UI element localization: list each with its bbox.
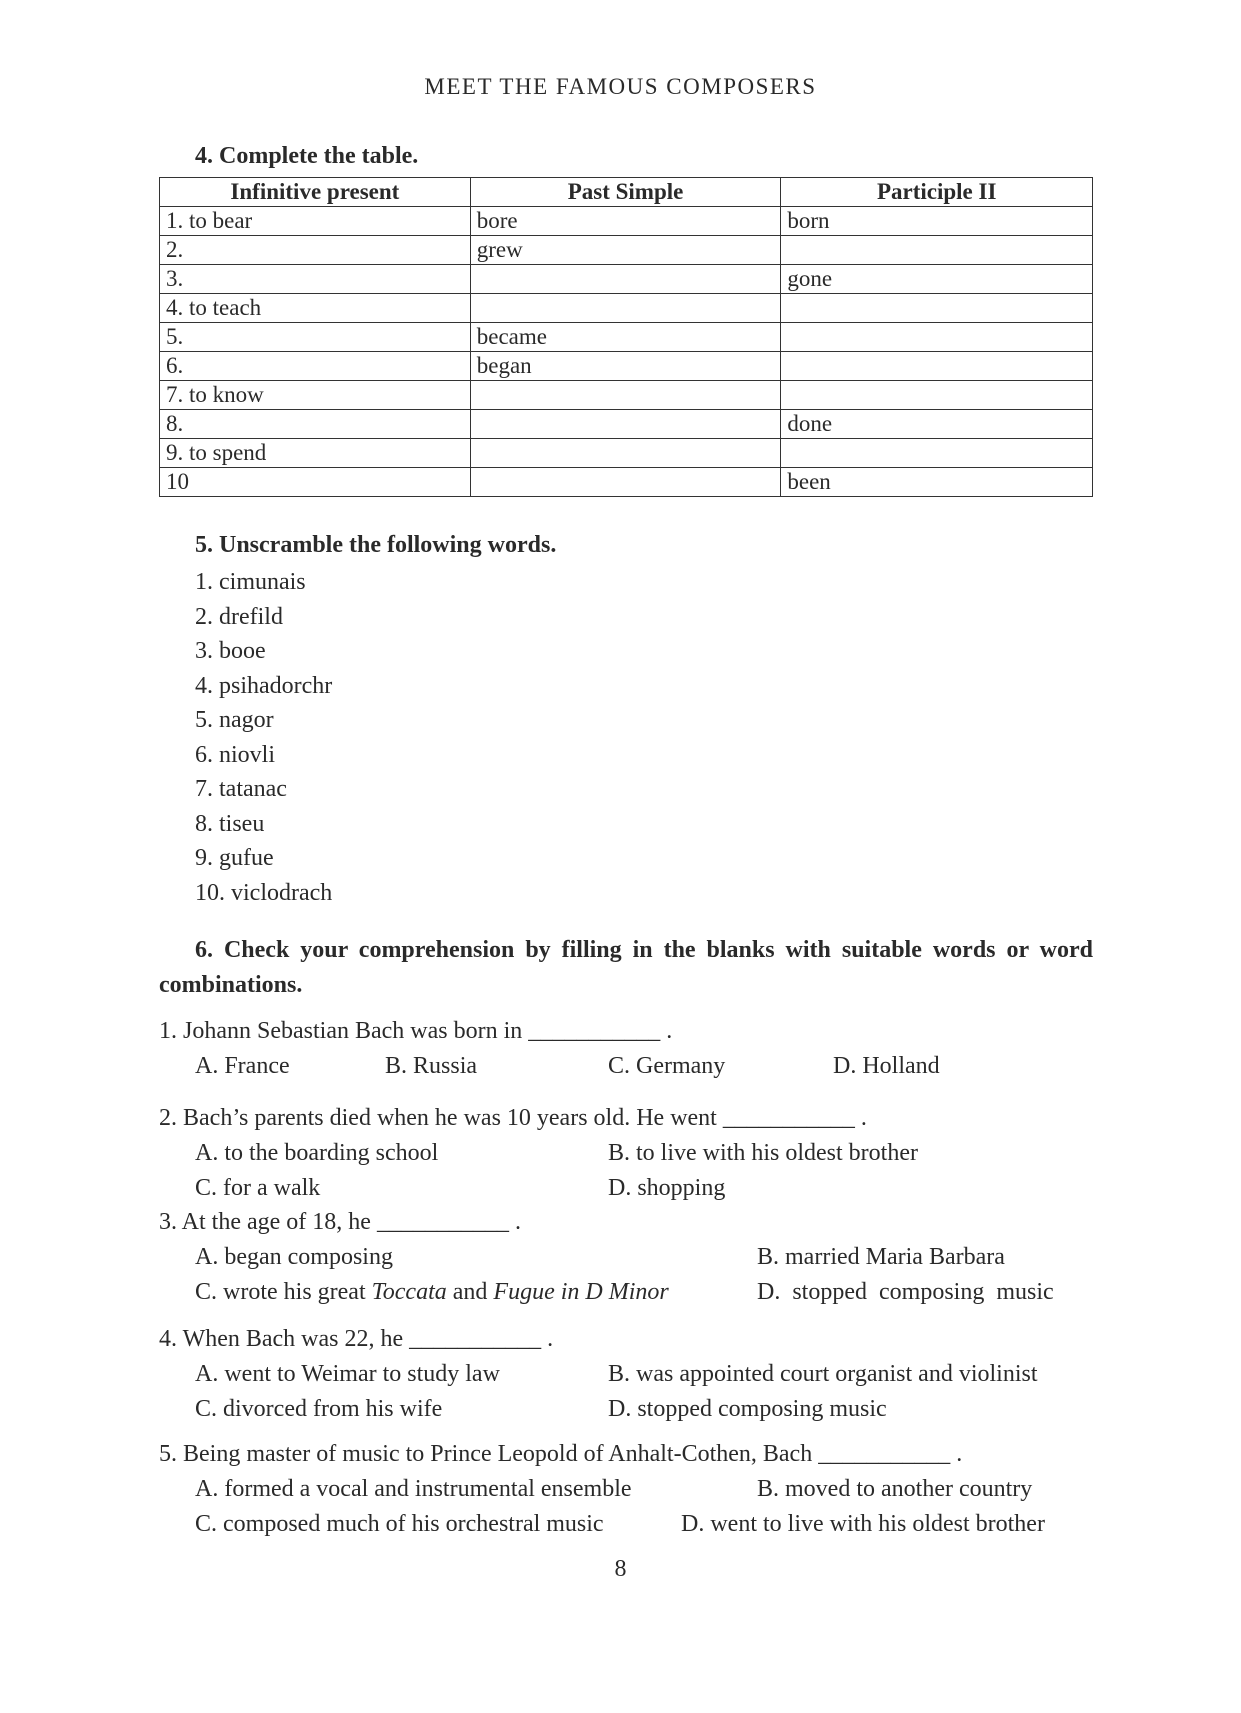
question-stem: 3. At the age of 18, he ___________ . bbox=[159, 1209, 521, 1235]
table-cell bbox=[470, 381, 781, 410]
table-cell: 8. bbox=[160, 410, 471, 439]
list-item: 7. tatanac bbox=[195, 776, 287, 802]
fugue-title: Fugue in D Minor bbox=[493, 1279, 669, 1305]
list-item: 9. gufue bbox=[195, 845, 274, 871]
table-cell bbox=[781, 352, 1093, 381]
table-cell: 1. to bear bbox=[160, 207, 471, 236]
option-a: A. to the boarding school bbox=[195, 1140, 439, 1166]
option-b: B. was appointed court organist and violinist bbox=[608, 1361, 1038, 1387]
toccata-title: Toccata bbox=[371, 1279, 447, 1305]
option-c-conjunction: and bbox=[446, 1279, 494, 1305]
question-stem: 2. Bach’s parents died when he was 10 years old. He went ___________ . bbox=[159, 1105, 867, 1131]
option-a: A. went to Weimar to study law bbox=[195, 1361, 500, 1387]
table-cell: became bbox=[470, 323, 781, 352]
option-c bbox=[195, 1275, 669, 1310]
page-number: 8 bbox=[614, 1556, 627, 1582]
table-row bbox=[160, 381, 1093, 410]
list-item: 10. viclodrach bbox=[195, 879, 333, 906]
table-cell bbox=[470, 468, 781, 497]
question-stem: 4. When Bach was 22, he ___________ . bbox=[159, 1326, 554, 1352]
scrambled-word-list bbox=[195, 565, 332, 910]
table-cell: 10 bbox=[160, 468, 471, 497]
option-b: B. married Maria Barbara bbox=[757, 1244, 1005, 1270]
option-a: A. formed a vocal and instrumental ensemble bbox=[195, 1476, 632, 1502]
table-row bbox=[160, 352, 1093, 381]
table-row bbox=[160, 468, 1093, 497]
option-d: D. stopped composing music bbox=[608, 1396, 887, 1422]
option-c-text: C. wrote his great bbox=[195, 1279, 372, 1305]
list-item: 4. psihadorchr bbox=[195, 672, 333, 699]
option-a: A. began composing bbox=[195, 1244, 393, 1270]
option-a: A. France bbox=[195, 1053, 290, 1079]
table-cell: bore bbox=[470, 207, 781, 236]
task4-title: 4. Complete the table. bbox=[195, 143, 419, 169]
question-stem: 1. Johann Sebastian Bach was born in ___________ . bbox=[159, 1018, 673, 1044]
option-b: B. to live with his oldest brother bbox=[608, 1140, 918, 1166]
table-cell: gone bbox=[781, 265, 1093, 294]
option-d: D. shopping bbox=[608, 1175, 726, 1201]
table-header-row bbox=[160, 178, 1093, 207]
option-c: C. composed much of his orchestral music bbox=[195, 1511, 604, 1537]
table-row bbox=[160, 236, 1093, 265]
question-4 bbox=[159, 1322, 1093, 1422]
table-cell: born bbox=[781, 207, 1093, 236]
table-cell bbox=[781, 294, 1093, 323]
option-c: C. Germany bbox=[608, 1053, 726, 1079]
table-row bbox=[160, 439, 1093, 468]
table-cell: 4. to teach bbox=[160, 294, 471, 323]
question-1 bbox=[159, 1014, 1093, 1079]
task5-title: 5. Unscramble the following words. bbox=[195, 532, 557, 558]
verb-forms-table bbox=[159, 177, 1093, 497]
table-row bbox=[160, 410, 1093, 439]
table-cell bbox=[470, 265, 781, 294]
list-item: 5. nagor bbox=[195, 707, 274, 733]
option-d: D. stopped composing music bbox=[757, 1279, 1054, 1305]
table-cell bbox=[470, 410, 781, 439]
list-item: 3. booe bbox=[195, 638, 266, 664]
list-item: 8. tiseu bbox=[195, 810, 265, 837]
table-cell: been bbox=[781, 468, 1093, 497]
option-c: C. for a walk bbox=[195, 1175, 321, 1201]
option-d: D. went to live with his oldest brother bbox=[681, 1511, 1045, 1537]
table-cell: 6. bbox=[160, 352, 471, 381]
table-cell: done bbox=[781, 410, 1093, 439]
table-cell bbox=[781, 439, 1093, 468]
table-row bbox=[160, 294, 1093, 323]
question-3 bbox=[159, 1205, 1093, 1305]
table-cell: 7. to know bbox=[160, 381, 471, 410]
column-header: Past Simple bbox=[470, 178, 781, 207]
table-cell: 9. to spend bbox=[160, 439, 471, 468]
option-c: C. divorced from his wife bbox=[195, 1396, 443, 1422]
table-cell: 2. bbox=[160, 236, 471, 265]
list-item: 6. niovli bbox=[195, 741, 276, 768]
option-b: B. moved to another country bbox=[757, 1476, 1033, 1502]
question-stem: 5. Being master of music to Prince Leopold of Anhalt-Cothen, Bach ___________ . bbox=[159, 1441, 963, 1467]
list-item: 1. cimunais bbox=[195, 569, 306, 595]
table-cell: began bbox=[470, 352, 781, 381]
table-row bbox=[160, 265, 1093, 294]
table-cell: 5. bbox=[160, 323, 471, 352]
table-cell bbox=[781, 323, 1093, 352]
running-head: MEET THE FAMOUS COMPOSERS bbox=[424, 74, 817, 99]
option-d: D. Holland bbox=[833, 1053, 940, 1079]
table-row bbox=[160, 207, 1093, 236]
question-5 bbox=[159, 1437, 1093, 1537]
table-cell bbox=[781, 381, 1093, 410]
list-item: 2. drefild bbox=[195, 603, 283, 630]
question-2 bbox=[159, 1101, 1093, 1201]
table-cell bbox=[470, 439, 781, 468]
table-cell: grew bbox=[470, 236, 781, 265]
option-b: B. Russia bbox=[385, 1053, 478, 1079]
task6-title: 6. Check your comprehension by filling in the blanks with suitable words or word combinations. bbox=[159, 937, 1093, 998]
column-header: Infinitive present bbox=[160, 178, 471, 207]
table-row bbox=[160, 323, 1093, 352]
table-cell bbox=[470, 294, 781, 323]
table-cell bbox=[781, 236, 1093, 265]
column-header: Participle II bbox=[781, 178, 1093, 207]
table-cell: 3. bbox=[160, 265, 471, 294]
